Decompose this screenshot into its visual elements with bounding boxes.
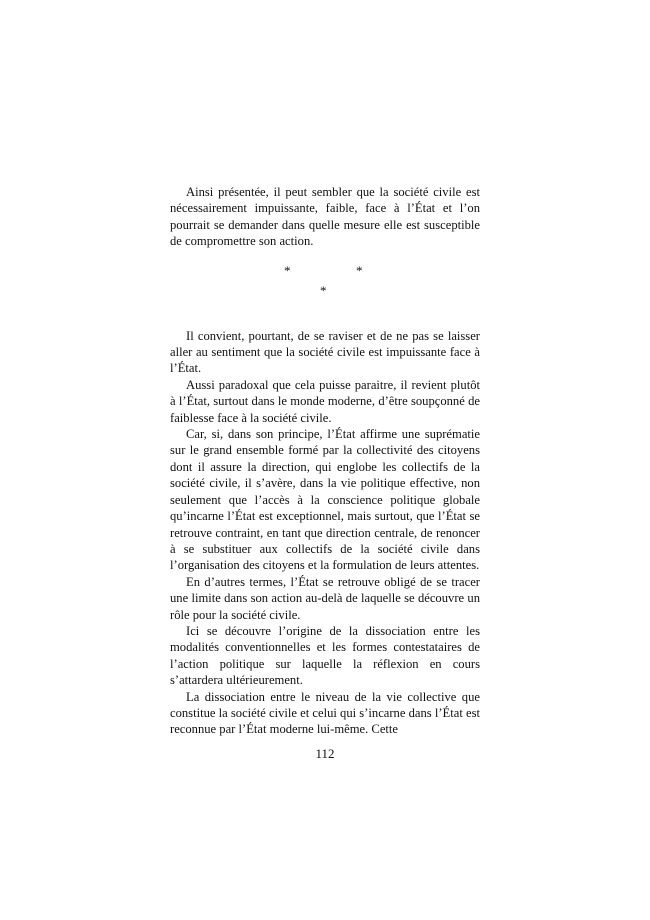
paragraph: Car, si, dans son principe, l’État affirme une suprématie sur le grand ensemble formé par la collectivité des citoyens dont il assure la direction, qui englobe les collectifs de la société civile, il s’avère, dans la vie politique effective, non seulement que l’accès à la conscience politique globale qu’incarne l’État est exceptionnel, mais surtout, que l’État se retrouve contraint, en tant que direction centrale, de renoncer à se substituer aux collectifs de la société civile dans l’organisation des citoyens et la formulation de leurs attentes. [170,427,480,573]
paragraph: Ici se découvre l’origine de la dissociation entre les modalités conventionnelles et les formes contestataires de l’action politique sur laquelle la réflexion en cours s’attardera ultérieurement. [170,623,480,688]
section-separator [170,264,480,302]
separator-star: * [320,282,327,298]
paragraph: En d’autres termes, l’État se retrouve obligé de se tracer une limite dans son action au-delà de laquelle se découvre un rôle pour la société civile. [170,574,480,622]
page-number: 112 [315,746,335,761]
separator-star: * [356,262,363,278]
paragraph: Aussi paradoxal que cela puisse paraitre, il revient plutôt à l’État, surtout dans le monde moderne, d’être soupçonné de faiblesse face à la société civile. [170,377,480,425]
separator-star: * [284,262,291,278]
paragraph: La dissociation entre le niveau de la vie collective que constitue la société civile et celui qui s’incarne dans l’État est reconnue par l’État moderne lui-même. Cette [170,689,480,737]
paragraph: Il convient, pourtant, de se raviser et de ne pas se laisser aller au sentiment que la société civile est impuissante face à l’État. [170,328,480,376]
page-body [170,184,480,738]
paragraph: Ainsi présentée, il peut sembler que la société civile est nécessairement impuissante, faible, face à l’État et l’on pourrait se demander dans quelle mesure elle est susceptible de compromettre son action. [170,185,480,249]
